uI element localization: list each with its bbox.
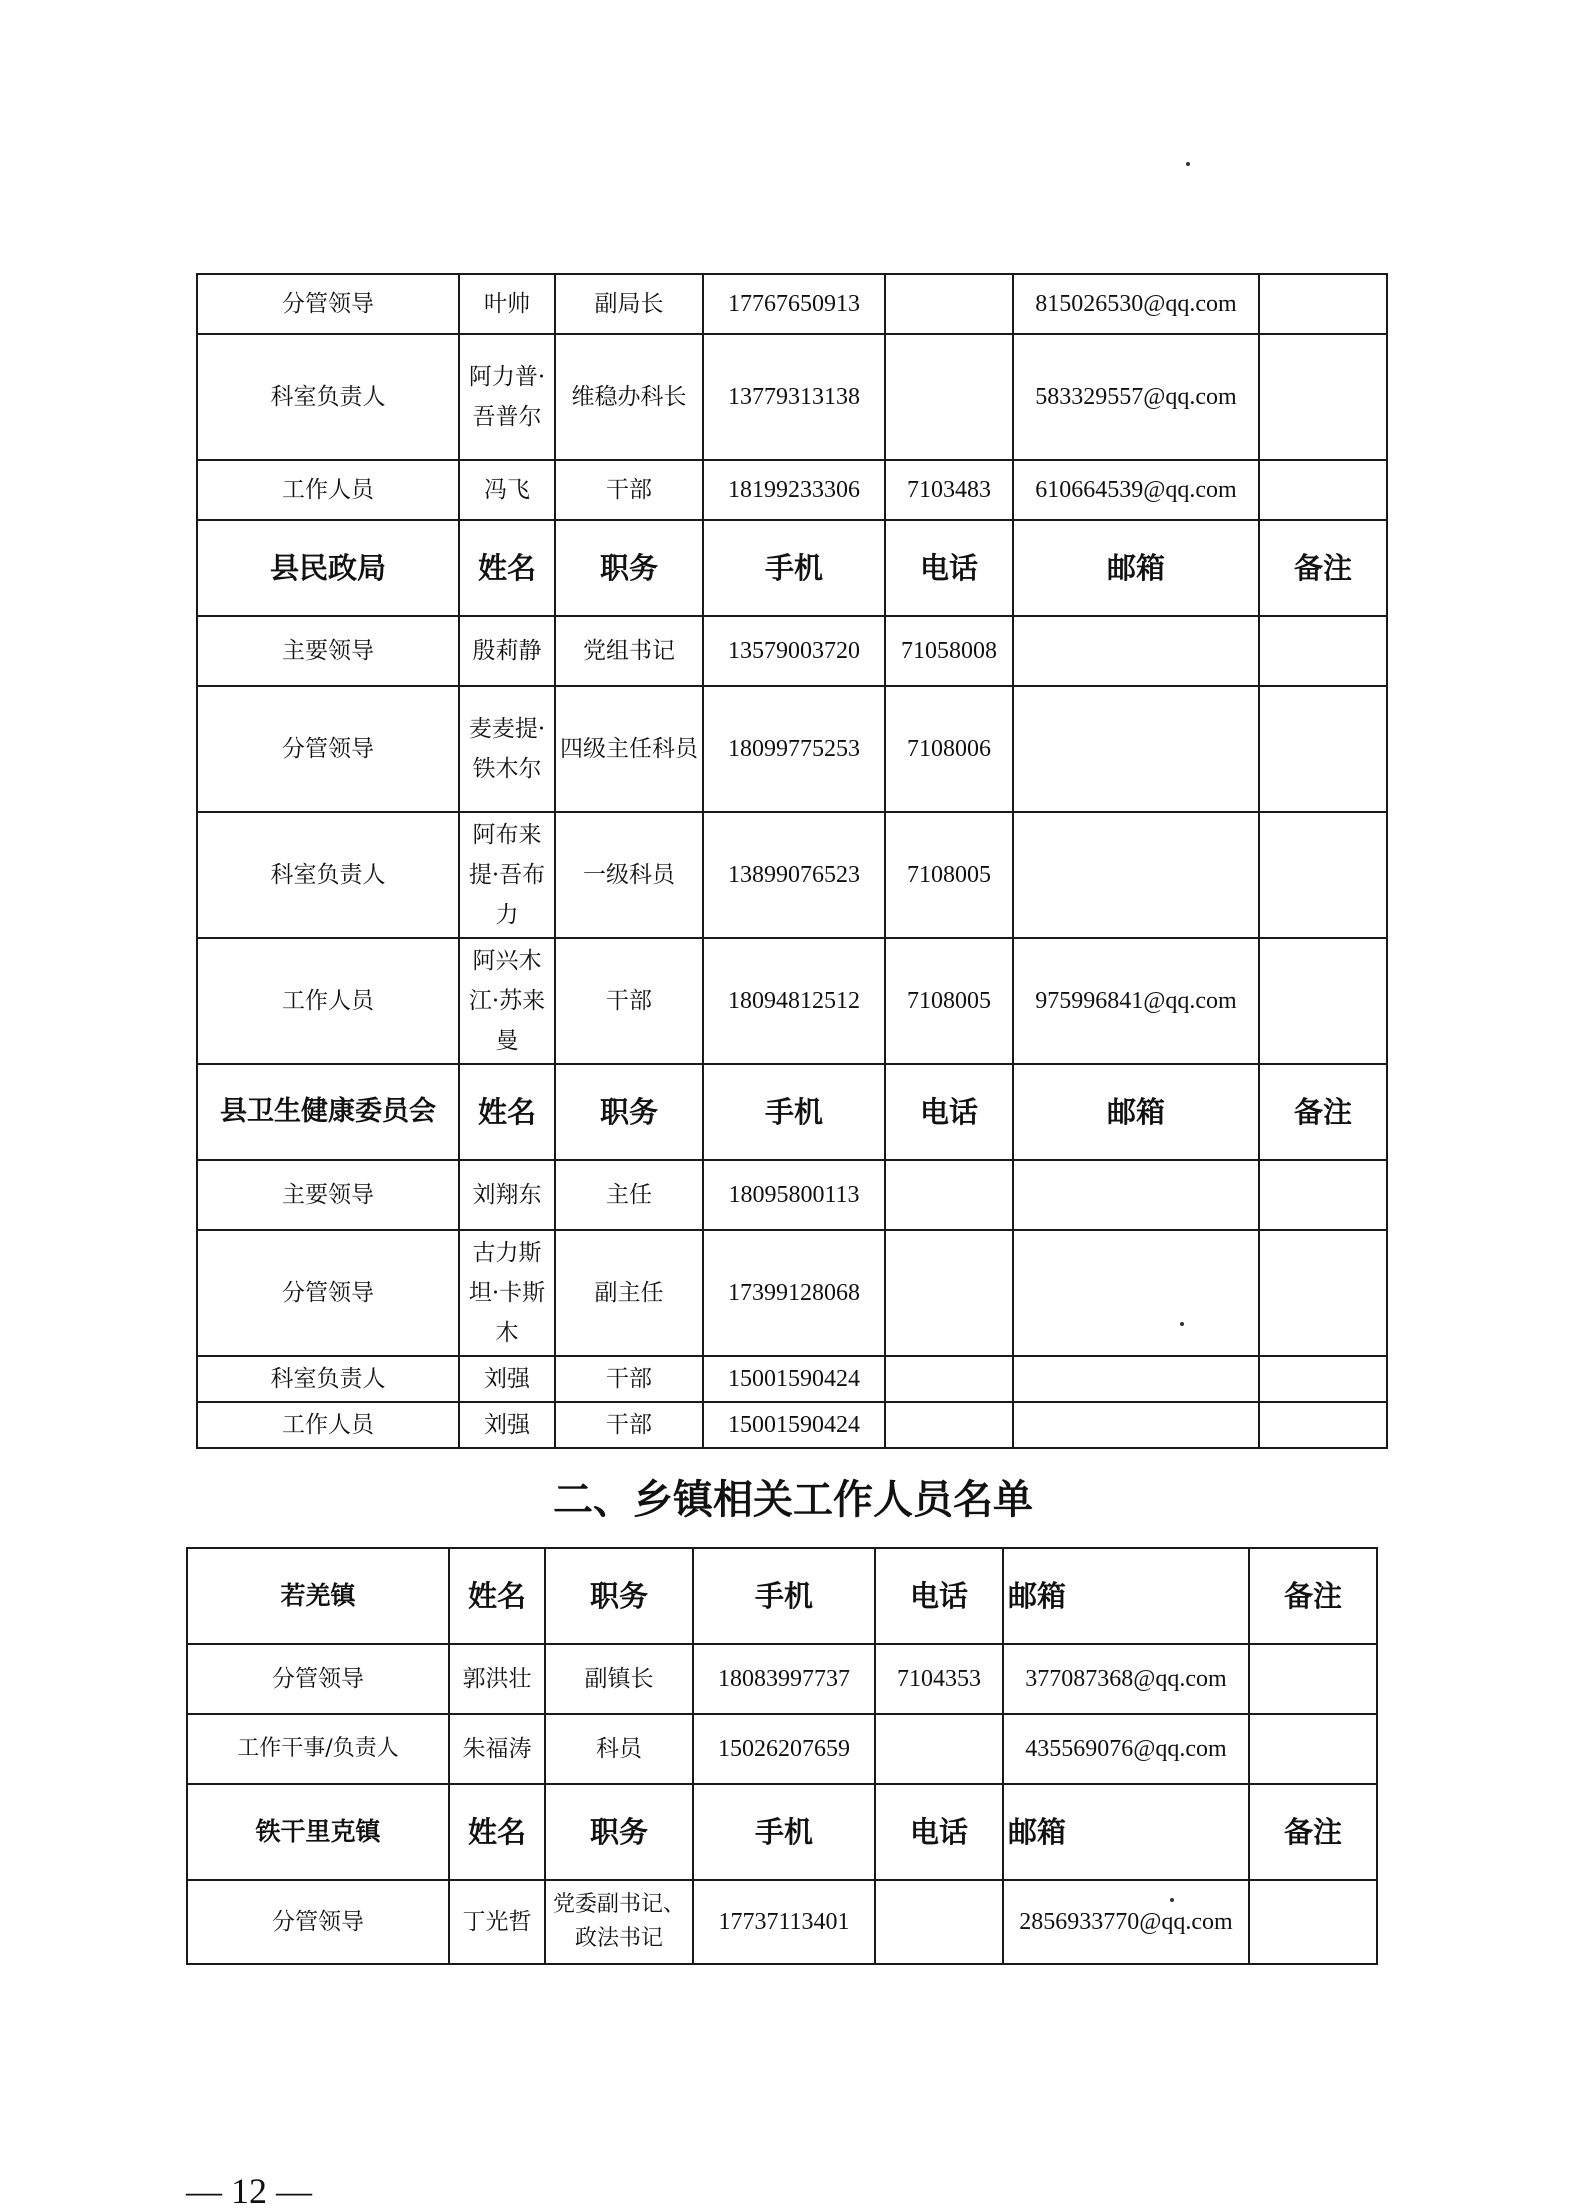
role-cell: 分管领导 bbox=[187, 1644, 449, 1714]
email-cell: 975996841@qq.com bbox=[1013, 938, 1259, 1064]
role-cell: 主要领导 bbox=[197, 616, 459, 686]
position-header: 职务 bbox=[545, 1784, 693, 1880]
remark-cell bbox=[1259, 686, 1387, 812]
org-header: 铁干里克镇 bbox=[187, 1784, 449, 1880]
table-row bbox=[197, 1402, 1387, 1448]
phone-cell bbox=[885, 334, 1013, 460]
name-cell: 朱福涛 bbox=[449, 1714, 545, 1784]
table-row bbox=[197, 460, 1387, 520]
remark-cell bbox=[1259, 616, 1387, 686]
name-cell: 刘强 bbox=[459, 1356, 555, 1402]
email-cell bbox=[1013, 1356, 1259, 1402]
phone-header: 电话 bbox=[885, 1064, 1013, 1160]
email-cell bbox=[1013, 1402, 1259, 1448]
email-header: 邮箱 bbox=[1003, 1548, 1249, 1644]
name-cell: 阿布来提·吾布力 bbox=[459, 812, 555, 938]
section-header-row bbox=[187, 1548, 1377, 1644]
mobile-cell: 18099775253 bbox=[703, 686, 885, 812]
phone-cell: 7104353 bbox=[875, 1644, 1003, 1714]
section-header-row bbox=[197, 520, 1387, 616]
mobile-cell: 17399128068 bbox=[703, 1230, 885, 1356]
email-cell: 435569076@qq.com bbox=[1003, 1714, 1249, 1784]
position-header: 职务 bbox=[555, 1064, 703, 1160]
mobile-cell: 15001590424 bbox=[703, 1356, 885, 1402]
name-cell: 刘翔东 bbox=[459, 1160, 555, 1230]
phone-header: 电话 bbox=[875, 1548, 1003, 1644]
table-row bbox=[197, 1356, 1387, 1402]
remark-header: 备注 bbox=[1249, 1548, 1377, 1644]
position-header: 职务 bbox=[555, 520, 703, 616]
email-cell bbox=[1013, 616, 1259, 686]
mobile-cell: 15001590424 bbox=[703, 1402, 885, 1448]
email-cell: 610664539@qq.com bbox=[1013, 460, 1259, 520]
email-header: 邮箱 bbox=[1003, 1784, 1249, 1880]
name-header: 姓名 bbox=[449, 1548, 545, 1644]
remark-header: 备注 bbox=[1259, 1064, 1387, 1160]
mobile-cell: 15026207659 bbox=[693, 1714, 875, 1784]
table-row bbox=[197, 1230, 1387, 1356]
scan-speck bbox=[1170, 1898, 1174, 1902]
name-cell: 阿力普·吾普尔 bbox=[459, 334, 555, 460]
remark-cell bbox=[1259, 334, 1387, 460]
position-cell: 科员 bbox=[545, 1714, 693, 1784]
position-cell: 干部 bbox=[555, 1402, 703, 1448]
remark-cell bbox=[1249, 1880, 1377, 1964]
mobile-header: 手机 bbox=[703, 520, 885, 616]
phone-cell bbox=[885, 1356, 1013, 1402]
section-header-row bbox=[187, 1784, 1377, 1880]
position-cell: 副镇长 bbox=[545, 1644, 693, 1714]
contacts-table-county bbox=[196, 273, 1388, 1449]
position-cell: 副主任 bbox=[555, 1230, 703, 1356]
mobile-header: 手机 bbox=[693, 1784, 875, 1880]
mobile-cell: 13899076523 bbox=[703, 812, 885, 938]
email-cell: 583329557@qq.com bbox=[1013, 334, 1259, 460]
email-cell bbox=[1013, 812, 1259, 938]
remark-cell bbox=[1259, 938, 1387, 1064]
mobile-cell: 18199233306 bbox=[703, 460, 885, 520]
role-cell: 分管领导 bbox=[197, 1230, 459, 1356]
role-cell: 分管领导 bbox=[197, 274, 459, 334]
position-cell: 维稳办科长 bbox=[555, 334, 703, 460]
table-row bbox=[187, 1880, 1377, 1964]
position-cell: 副局长 bbox=[555, 274, 703, 334]
email-header: 邮箱 bbox=[1013, 520, 1259, 616]
role-cell: 主要领导 bbox=[197, 1160, 459, 1230]
role-cell: 工作人员 bbox=[197, 1402, 459, 1448]
role-cell: 工作人员 bbox=[197, 460, 459, 520]
position-cell: 党委副书记、政法书记 bbox=[545, 1880, 693, 1964]
org-header: 县卫生健康委员会 bbox=[197, 1064, 459, 1160]
name-cell: 古力斯坦·卡斯木 bbox=[459, 1230, 555, 1356]
mobile-cell: 18083997737 bbox=[693, 1644, 875, 1714]
remark-cell bbox=[1259, 1356, 1387, 1402]
remark-cell bbox=[1259, 1402, 1387, 1448]
name-cell: 郭洪壮 bbox=[449, 1644, 545, 1714]
email-cell bbox=[1013, 1160, 1259, 1230]
scan-speck bbox=[1180, 1322, 1184, 1326]
mobile-cell: 13579003720 bbox=[703, 616, 885, 686]
table-row bbox=[197, 1160, 1387, 1230]
phone-cell bbox=[885, 274, 1013, 334]
email-cell: 2856933770@qq.com bbox=[1003, 1880, 1249, 1964]
mobile-header: 手机 bbox=[703, 1064, 885, 1160]
role-cell: 分管领导 bbox=[187, 1880, 449, 1964]
name-header: 姓名 bbox=[449, 1784, 545, 1880]
name-cell: 叶帅 bbox=[459, 274, 555, 334]
phone-cell: 7108005 bbox=[885, 812, 1013, 938]
role-cell: 科室负责人 bbox=[197, 1356, 459, 1402]
remark-cell bbox=[1259, 812, 1387, 938]
email-cell bbox=[1013, 1230, 1259, 1356]
name-cell: 冯飞 bbox=[459, 460, 555, 520]
contacts-table-towns bbox=[186, 1547, 1378, 1965]
table-row bbox=[197, 274, 1387, 334]
position-cell: 干部 bbox=[555, 460, 703, 520]
phone-cell: 7108005 bbox=[885, 938, 1013, 1064]
name-header: 姓名 bbox=[459, 520, 555, 616]
phone-cell: 7103483 bbox=[885, 460, 1013, 520]
table-row bbox=[197, 812, 1387, 938]
remark-cell bbox=[1259, 460, 1387, 520]
position-cell: 干部 bbox=[555, 938, 703, 1064]
role-cell: 工作干事/负责人 bbox=[187, 1714, 449, 1784]
email-cell: 377087368@qq.com bbox=[1003, 1644, 1249, 1714]
position-cell: 四级主任科员 bbox=[555, 686, 703, 812]
table-row bbox=[197, 334, 1387, 460]
section-header-row bbox=[197, 1064, 1387, 1160]
email-cell: 815026530@qq.com bbox=[1013, 274, 1259, 334]
name-cell: 殷莉静 bbox=[459, 616, 555, 686]
role-cell: 分管领导 bbox=[197, 686, 459, 812]
phone-cell: 7108006 bbox=[885, 686, 1013, 812]
mobile-cell: 18094812512 bbox=[703, 938, 885, 1064]
mobile-cell: 13779313138 bbox=[703, 334, 885, 460]
phone-cell bbox=[885, 1402, 1013, 1448]
remark-cell bbox=[1249, 1644, 1377, 1714]
phone-header: 电话 bbox=[885, 520, 1013, 616]
phone-header: 电话 bbox=[875, 1784, 1003, 1880]
table-row bbox=[197, 616, 1387, 686]
role-cell: 科室负责人 bbox=[197, 812, 459, 938]
phone-cell bbox=[885, 1160, 1013, 1230]
remark-header: 备注 bbox=[1259, 520, 1387, 616]
phone-cell bbox=[875, 1714, 1003, 1784]
mobile-header: 手机 bbox=[693, 1548, 875, 1644]
position-cell: 党组书记 bbox=[555, 616, 703, 686]
role-cell: 工作人员 bbox=[197, 938, 459, 1064]
email-header: 邮箱 bbox=[1013, 1064, 1259, 1160]
name-header: 姓名 bbox=[459, 1064, 555, 1160]
remark-cell bbox=[1259, 1160, 1387, 1230]
remark-cell bbox=[1249, 1714, 1377, 1784]
mobile-cell: 17737113401 bbox=[693, 1880, 875, 1964]
table-row bbox=[187, 1644, 1377, 1714]
email-cell bbox=[1013, 686, 1259, 812]
position-cell: 干部 bbox=[555, 1356, 703, 1402]
phone-cell bbox=[885, 1230, 1013, 1356]
name-cell: 阿兴木江·苏来曼 bbox=[459, 938, 555, 1064]
remark-header: 备注 bbox=[1249, 1784, 1377, 1880]
table-row bbox=[197, 686, 1387, 812]
role-cell: 科室负责人 bbox=[197, 334, 459, 460]
table-row bbox=[187, 1714, 1377, 1784]
org-header: 若羌镇 bbox=[187, 1548, 449, 1644]
remark-cell bbox=[1259, 274, 1387, 334]
page-number: — 12 — bbox=[186, 2171, 312, 2211]
position-cell: 主任 bbox=[555, 1160, 703, 1230]
position-cell: 一级科员 bbox=[555, 812, 703, 938]
scan-speck bbox=[1186, 162, 1190, 166]
mobile-cell: 17767650913 bbox=[703, 274, 885, 334]
section-title: 二、乡镇相关工作人员名单 bbox=[553, 1477, 1033, 1523]
phone-cell bbox=[875, 1880, 1003, 1964]
mobile-cell: 18095800113 bbox=[703, 1160, 885, 1230]
table-row bbox=[197, 938, 1387, 1064]
name-cell: 麦麦提·铁木尔 bbox=[459, 686, 555, 812]
phone-cell: 71058008 bbox=[885, 616, 1013, 686]
name-cell: 丁光哲 bbox=[449, 1880, 545, 1964]
position-header: 职务 bbox=[545, 1548, 693, 1644]
org-header: 县民政局 bbox=[197, 520, 459, 616]
remark-cell bbox=[1259, 1230, 1387, 1356]
name-cell: 刘强 bbox=[459, 1402, 555, 1448]
